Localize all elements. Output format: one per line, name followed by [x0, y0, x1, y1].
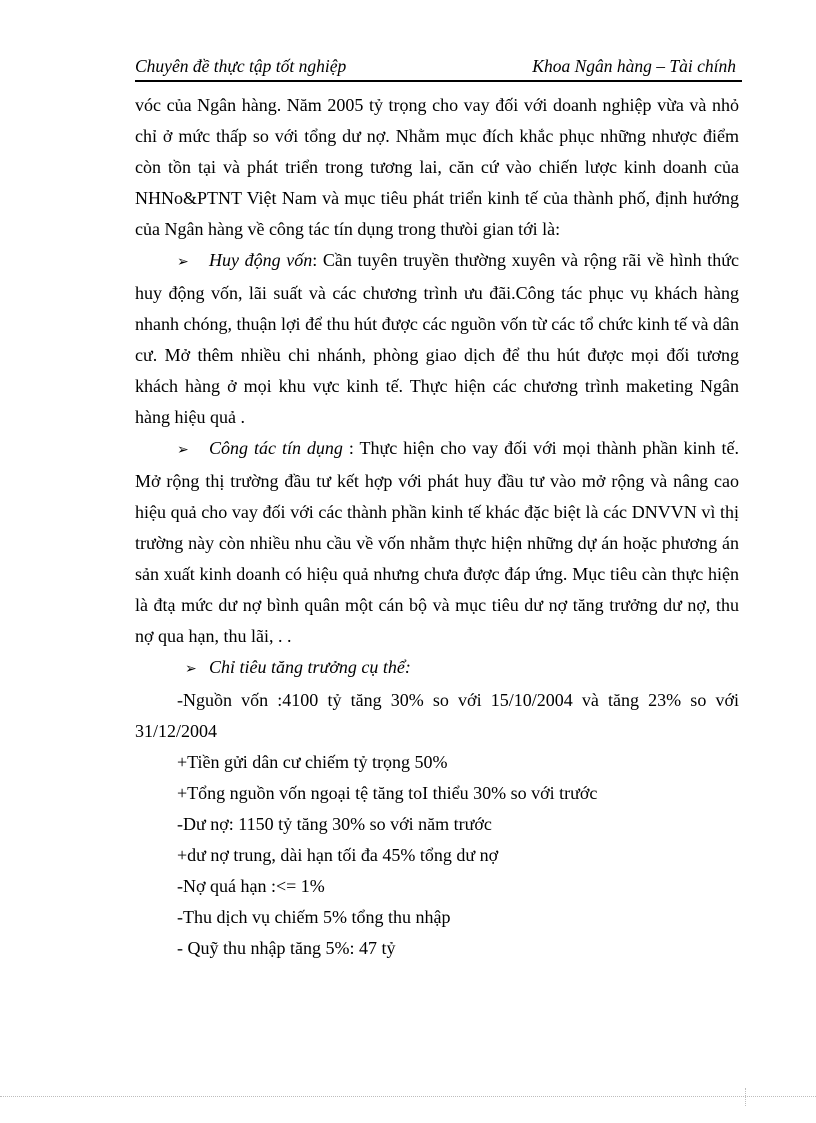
target-item: +Tổng nguồn vốn ngoại tệ tăng toI thiểu 30% so với trước [177, 783, 598, 803]
target-item: -Dư nợ: 1150 tỷ tăng 30% so với năm trước [177, 814, 492, 834]
target-item: - Quỹ thu nhập tăng 5%: 47 tỷ [177, 938, 396, 958]
header-left-title: Chuyên đề thực tập tốt nghiệp [135, 56, 347, 76]
page-corner-mark [745, 1088, 746, 1106]
page-footer-divider [0, 1096, 816, 1097]
bullet-text: : Cần tuyên truyền thường xuyên và rộng rãi về hình thức huy động vốn, lãi suất và các chương trình ưu đãi.Công tác phục vụ khách hàng nhanh chóng, thuận lợi để thu hút được các nguồn vốn từ các tổ chức kinh tế và dân cư. Mở thêm nhiều chi nhánh, phòng giao dịch để thu hút được mọi đối tương khách hàng ở mọi khu vực kinh tế. Thực hiện các chương trình maketing Ngân hàng hiệu quả . [135, 250, 739, 427]
arrow-bullet-icon: ➢ [177, 443, 189, 458]
target-capital: -Nguồn vốn :4100 tỷ tăng 30% so với 15/10/2004 và tăng 23% so với 31/12/2004 [135, 690, 739, 741]
target-item: +dư nợ trung, dài hạn tối đa 45% tổng dư nợ [177, 845, 499, 865]
intro-paragraph: vóc của Ngân hàng. Năm 2005 tỷ trọng cho vay đối với doanh nghiệp vừa và nhỏ chỉ ở mức thấp so với tổng dư nợ. Nhằm mục đích khắc phục những nhược điểm còn tồn tại và phát triển trong tương lai, căn cứ vào chiến lược kinh doanh của NHNo&PTNT Việt Nam và mục tiêu phát triển kinh tế của thành phố, định hướng của Ngân hàng về công tác tín dụng trong thưòi gian tới là: [135, 95, 739, 239]
arrow-bullet-icon: ➢ [177, 255, 189, 270]
bullet-lead: Huy động vốn [209, 250, 313, 270]
target-item: -Thu dịch vụ chiếm 5% tổng thu nhập [177, 907, 451, 927]
document-body [135, 90, 739, 964]
page-header [135, 54, 742, 82]
bullet-text: : Thực hiện cho vay đối với mọi thành phần kinh tế. Mở rộng thị trường đầu tư kết hợp với phát huy đầu tư vào mở rộng và nâng cao hiệu quả cho vay đối với các thành phần kinh tế khác đặc biệt là các DNVVN vì thị trường này còn nhiều nhu cầu về vốn nhằm thực hiện những dự án hoặc phương án sản xuất kinh doanh có hiệu quả nhưng chưa được đáp ứng. Mục tiêu càn thực hiện là đtạ mức dư nợ bình quân một cán bộ và mục tiêu dư nợ tăng trưởng dư nợ, thu nợ qua hạn, thu lãi, . . [135, 438, 739, 646]
targets-heading [135, 652, 739, 685]
arrow-bullet-icon: ➢ [185, 662, 197, 677]
target-item: -Nợ quá hạn :<= 1% [177, 876, 325, 896]
header-right-title: Khoa Ngân hàng – Tài chính [532, 56, 736, 76]
bullet-paragraph-capital [135, 245, 739, 433]
targets-heading-text: Chỉ tiêu tăng trưởng cụ thể: [209, 657, 411, 677]
bullet-paragraph-credit [135, 433, 739, 652]
target-item: +Tiền gửi dân cư chiếm tỷ trọng 50% [177, 752, 448, 772]
bullet-lead: Công tác tín dụng [209, 438, 349, 458]
